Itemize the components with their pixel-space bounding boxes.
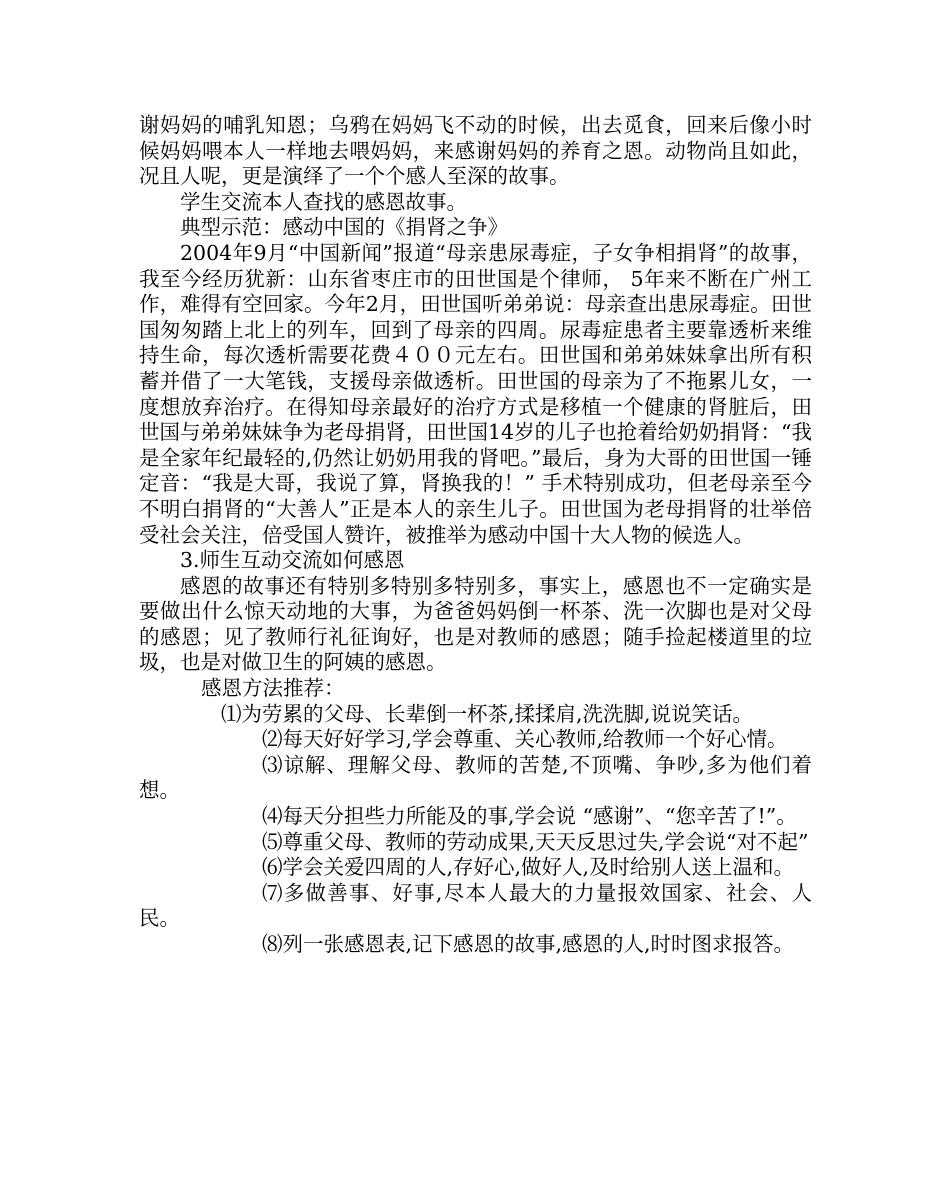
paragraph-gratitude-deeds: 感恩的故事还有特别多特别多特别多，事实上，感恩也不一定确实是要做出什么惊天动地的大事，为爸爸妈妈倒一杯茶、洗一次脚也是对父母的感恩；见了教师行礼征询好，也是对教师的感恩；随手捡起楼道里的垃圾，也是对做卫生的阿姨的感恩。 <box>139 573 812 675</box>
paragraph-animal-gratitude: 谢妈妈的哺乳知恩；乌鸦在妈妈飞不动的时候，出去觅食，回来后像小时候妈妈喂本人一样地去喂妈妈，来感谢妈妈的养育之恩。动物尚且如此，况且人呢，更是演绎了一个个感人至深的故事。 <box>139 113 812 189</box>
methods-heading: 感恩方法推荐： <box>201 676 345 701</box>
method-item-5: ⑸尊重父母、教师的劳动成果,天天反思过失,学会说“对不起” <box>262 829 809 854</box>
document-page <box>139 113 812 958</box>
section-heading-3: 3.师生互动交流如何感恩 <box>180 548 405 573</box>
paragraph-student-exchange: 学生交流本人查找的感恩故事。 <box>180 189 467 214</box>
method-item-6: ⑹学会关爱四周的人,存好心,做好人,及时给别人送上温和。 <box>262 855 795 880</box>
method-item-3: ⑶谅解、理解父母、教师的苦楚,不顶嘴、争吵,多为他们着想。 <box>139 752 812 803</box>
method-item-8: ⑻列一张感恩表,记下感恩的故事,感恩的人,时时图求报答。 <box>262 932 795 956</box>
method-item-4: ⑷每天分担些力所能及的事,学会说 “感谢”、“您辛苦了!”。 <box>262 804 797 829</box>
paragraph-kidney-story: 2004年9月“中国新闻”报道“母亲患尿毒症，子女争相捐肾”的故事，我至今经历犹新：山东省枣庄市的田世国是个律师， 5年来不断在广州工作，难得有空回家。今年2月，田世国听弟弟说：母亲查出患尿毒症。田世国匆匆踏上北上的列车，回到了母亲的四周。尿毒症患者主要靠透析来维持生命，每次透析需要花费４００元左右。田世国和弟弟妹妹拿出所有积蓄并借了一大笔钱，支援母亲做透析。田世国的母亲为了不拖累儿女，一度想放弃治疗。在得知母亲最好的治疗方式是移植一个健康的肾脏后，田世国与弟弟妹妹争为老母捐肾，田世国14岁的儿子也抢着给奶奶捐肾：“我是全家年纪最轻的,仍然让奶奶用我的肾吧。”最后，身为大哥的田世国一锤定音：“我是大哥，我说了算，肾换我的！” 手术特别成功，但老母亲至今不明白捐肾的“大善人”正是本人的亲生儿子。田世国为老母捐肾的壮举倍受社会关注，倍受国人赞许，被推举为感动中国十大人物的候选人。 <box>139 240 812 547</box>
method-item-7: ⑺多做善事、好事,尽本人最大的力量报效国家、社会、人民。 <box>139 880 812 931</box>
method-item-1: ⑴为劳累的父母、长辈倒一杯茶,揉揉肩,洗洗脚,说说笑话。 <box>221 701 754 726</box>
method-item-2: ⑵每天好好学习,学会尊重、关心教师,给教师一个好心情。 <box>262 727 788 752</box>
paragraph-example-title: 典型示范：感动中国的《捐肾之争》 <box>180 215 508 240</box>
